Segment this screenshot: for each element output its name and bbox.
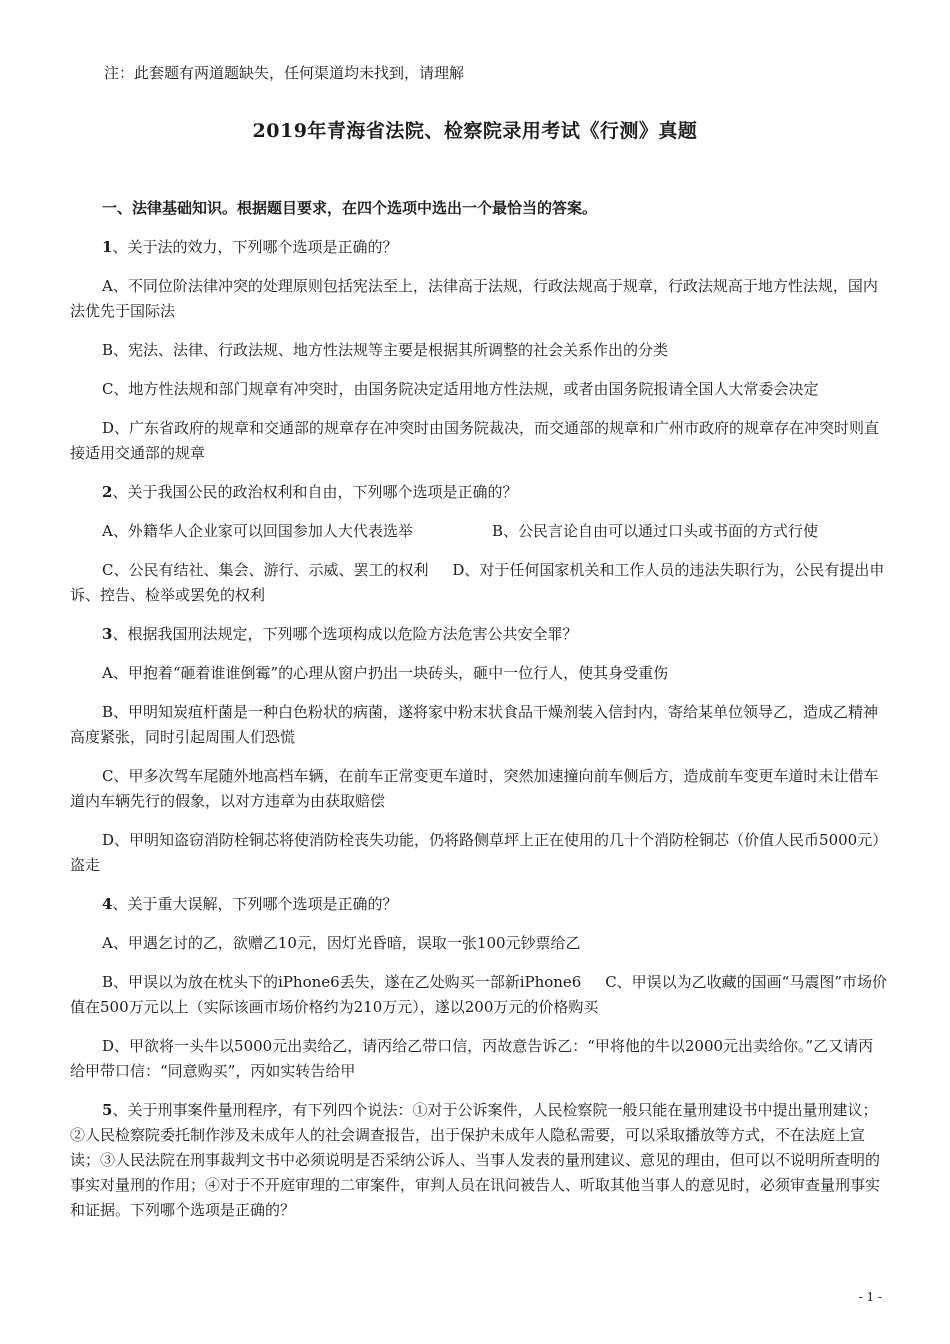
question-content: [70, 196, 888, 1237]
question-number: 5: [102, 1101, 113, 1119]
question-2-option-a: A、外籍华人企业家可以回国参加人大代表选举: [102, 522, 413, 540]
question-2-option-b: B、公民言论自由可以通过口头或书面的方式行使: [492, 522, 819, 540]
question-2-options-row-1: [70, 519, 888, 544]
question-4-option-c: C、甲误以为乙收藏的国画“马震图”市场价值在500万元以上（实际该画市场价格约为210万元），遂以200万元的价格购买: [70, 973, 888, 1016]
page-title: 2019年青海省法院、检察院录用考试《行测》真题: [252, 120, 698, 142]
question-1-stem: [70, 235, 888, 260]
question-4-option-a: A、甲遇乞讨的乙，欲赠乙10元，因灯光昏暗，误取一张100元钞票给乙: [102, 934, 581, 952]
question-3-option-b: B、甲明知炭疽杆菌是一种白色粉状的病菌，遂将家中粉末状食品干燥剂装入信封内，寄给某单位领导乙，造成乙精神高度紧张，同时引起周围人们恐慌: [70, 703, 879, 746]
question-1-option-c: C、地方性法规和部门规章有冲突时，由国务院决定适用地方性法规，或者由国务院报请全国人大常委会决定: [102, 380, 819, 398]
page-number: - 1 -: [858, 1290, 882, 1304]
question-2-stem: [70, 480, 888, 505]
question-5-stem: [70, 1098, 888, 1223]
question-4-stem: [70, 892, 888, 917]
question-2-options-row-2: [70, 558, 888, 608]
question-text: 、关于刑事案件量刑程序，有下列四个说法：①对于公诉案件，人民检察院一般只能在量刑建设书中提出量刑建议；②人民检察院委托制作涉及未成年人的社会调查报告，出于保护未成年人隐私需要，可以采取播放等方式，不在法庭上宣读；③人民法院在刑事裁判文书中必须说明是否采纳公诉人、当事人发表的量刑建议、意见的理由，但可以不说明所查明的事实对量刑的作用；④对于不开庭审理的二审案件，审判人员在讯问被告人、听取其他当事人的意见时，必须审查量刑事实和证据。下列哪个选项是正确的？: [70, 1101, 881, 1219]
question-3-option-a: A、甲抱着“砸着谁谁倒霉”的心理从窗户扔出一块砖头，砸中一位行人，使其身受重伤: [102, 664, 669, 682]
question-number: 3: [102, 625, 113, 643]
question-4-options-bc: [70, 970, 888, 1020]
question-2-option-c: C、公民有结社、集会、游行、示威、罢工的权利: [102, 561, 429, 579]
question-text: 、关于重大误解，下列哪个选项是正确的？: [112, 895, 398, 913]
question-number: 4: [102, 895, 113, 913]
question-4-option-d: D、甲欲将一头牛以5000元出卖给乙，请丙给乙带口信，丙故意告诉乙：“甲将他的牛以2000元出卖给你。”乙又请丙给甲带口信：“同意购买”，丙如实转告给甲: [70, 1037, 874, 1080]
question-3-option-c: C、甲多次驾车尾随外地高档车辆，在前车正常变更车道时，突然加速撞向前车侧后方，造成前车变更车道时未让借车道内车辆先行的假象，以对方违章为由获取赔偿: [70, 767, 879, 810]
question-text: 、关于我国公民的政治权利和自由，下列哪个选项是正确的？: [112, 483, 518, 501]
question-1-option-b: B、宪法、法律、行政法规、地方性法规等主要是根据其所调整的社会关系作出的分类: [102, 341, 669, 359]
question-2-option-d: D、对于任何国家机关和工作人员的违法失职行为，公民有提出申诉、控告、检举或罢免的权利: [70, 561, 885, 604]
question-1-option-d: D、广东省政府的规章和交通部的规章存在冲突时由国务院裁决，而交通部的规章和广州市政府的规章存在冲突时则直接适用交通部的规章: [70, 419, 880, 462]
question-4-option-b: B、甲误以为放在枕头下的iPhone6丢失，遂在乙处购买一部新iPhone6: [102, 973, 582, 991]
question-3-stem: [70, 622, 888, 647]
question-number: 2: [102, 483, 113, 501]
question-text: 、关于法的效力，下列哪个选项是正确的？: [112, 238, 398, 256]
section-heading: 一、法律基础知识。根据题目要求，在四个选项中选出一个最恰当的答案。: [102, 199, 598, 217]
question-number: 1: [102, 238, 113, 256]
missing-questions-note: 注：此套题有两道题缺失，任何渠道均未找到，请理解: [104, 64, 465, 82]
question-3-option-d: D、甲明知盗窃消防栓铜芯将使消防栓丧失功能，仍将路侧草坪上正在使用的几十个消防栓铜芯（价值人民币5000元）盗走: [70, 831, 888, 874]
question-text: 、根据我国刑法规定，下列哪个选项构成以危险方法危害公共安全罪？: [112, 625, 578, 643]
question-1-option-a: A、不同位阶法律冲突的处理原则包括宪法至上，法律高于法规，行政法规高于规章，行政法规高于地方性法规，国内法优先于国际法: [70, 277, 878, 320]
